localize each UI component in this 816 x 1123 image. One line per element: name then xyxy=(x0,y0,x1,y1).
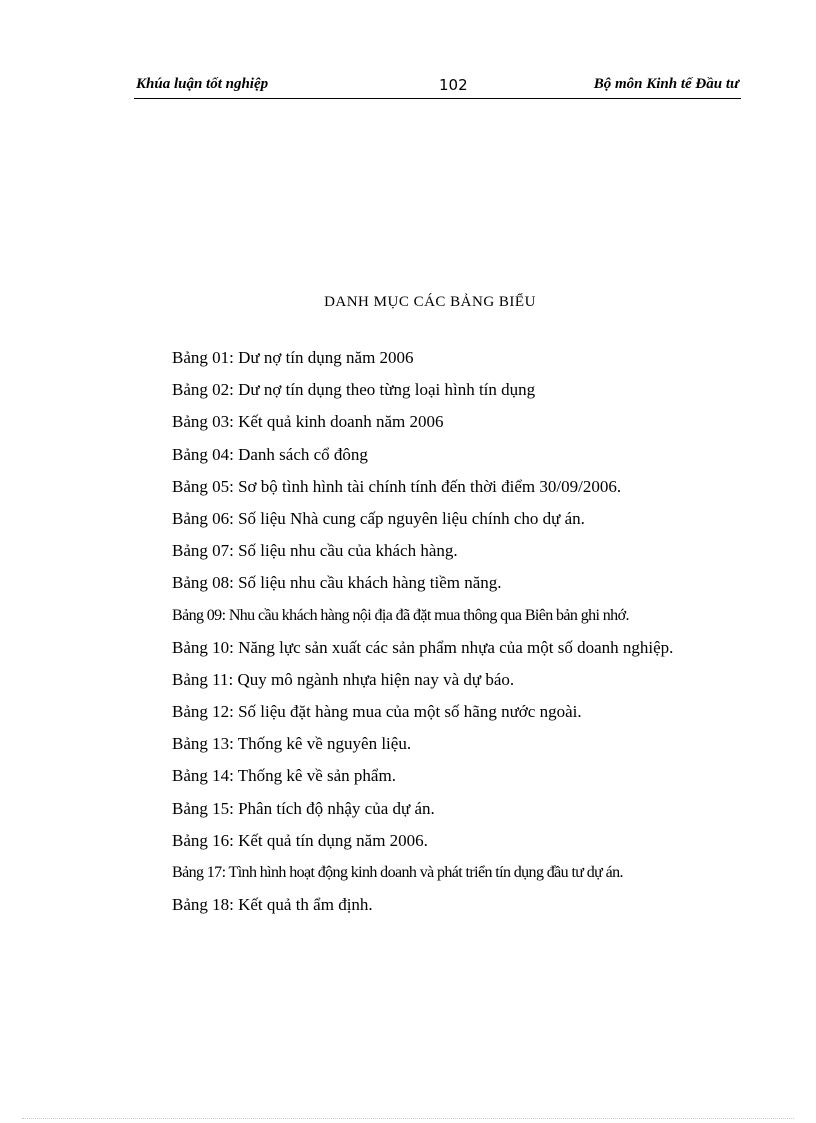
list-item: Bảng 09: Nhu cầu khách hàng nội địa đã đặt mua thông qua Biên bản ghi nhớ. xyxy=(172,606,629,624)
list-item: Bảng 03: Kết quả kinh doanh năm 2006 xyxy=(172,412,444,432)
table-list xyxy=(172,346,673,925)
page-bottom-divider xyxy=(22,1118,794,1119)
list-item: Bảng 06: Số liệu Nhà cung cấp nguyên liệu chính cho dự án. xyxy=(172,508,585,528)
list-item: Bảng 14: Thống kê về sản phẩm. xyxy=(172,766,396,786)
list-item: Bảng 01: Dư nợ tín dụng năm 2006 xyxy=(172,348,414,367)
page-title: DANH MỤC CÁC BẢNG BIỂU xyxy=(324,294,536,310)
list-item: Bảng 13: Thống kê về nguyên liệu. xyxy=(172,734,412,754)
list-item: Bảng 08: Số liệu nhu cầu khách hàng tiềm năng. xyxy=(172,573,502,593)
list-item: Bảng 12: Số liệu đặt hàng mua của một số hãng nước ngoài. xyxy=(172,702,582,722)
list-item: Bảng 07: Số liệu nhu cầu của khách hàng. xyxy=(172,541,458,561)
list-item: Bảng 10: Năng lực sản xuất các sản phẩm nhựa của một số doanh nghiệp. xyxy=(172,637,674,657)
list-item: Bảng 18: Kết quả th ẩm định. xyxy=(172,895,373,915)
page-header xyxy=(134,76,741,99)
header-thesis-label: Khúa luận tốt nghiệp xyxy=(136,76,269,92)
list-item: Bảng 04: Danh sách cổ đông xyxy=(172,444,368,464)
list-item: Bảng 05: Sơ bộ tình hình tài chính tính đến thời điểm 30/09/2006. xyxy=(172,476,622,496)
list-item: Bảng 15: Phân tích độ nhậy của dự án. xyxy=(172,798,435,818)
header-department-label: Bộ môn Kinh tế Đầu tư xyxy=(593,76,739,92)
list-item: Bảng 02: Dư nợ tín dụng theo từng loại hình tín dụng xyxy=(172,380,536,400)
list-item: Bảng 16: Kết quả tín dụng năm 2006. xyxy=(172,830,428,850)
page-number: 102 xyxy=(439,76,468,94)
list-item: Bảng 11: Quy mô ngành nhựa hiện nay và dự báo. xyxy=(172,669,515,689)
list-item: Bảng 17: Tình hình hoạt động kinh doanh và phát triển tín dụng đầu tư dự án. xyxy=(172,864,623,881)
